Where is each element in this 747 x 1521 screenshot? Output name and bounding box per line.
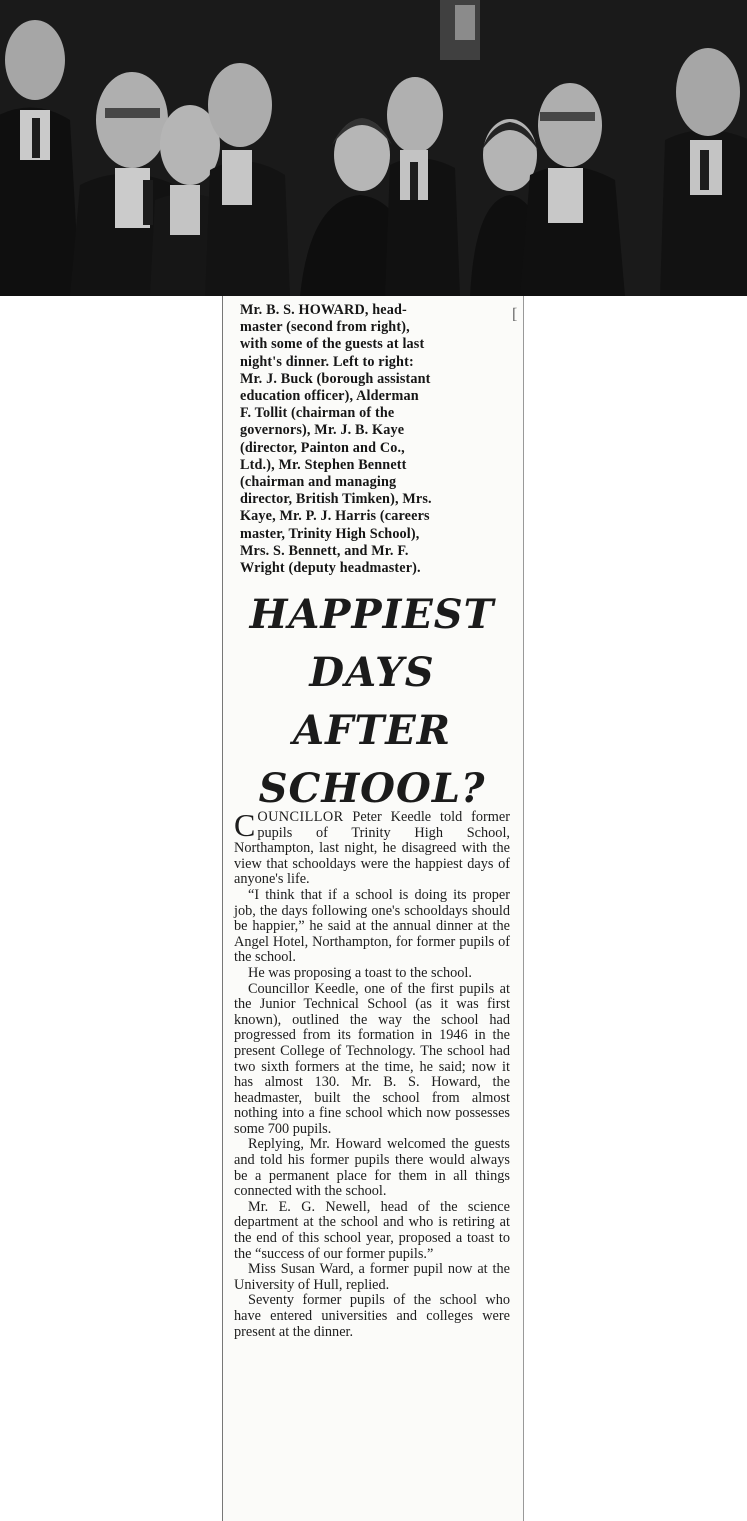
headline-line-4: SCHOOL? — [258, 765, 486, 812]
headline — [226, 586, 518, 818]
article-paragraph: Councillor Keedle, one of the first pupils at the Junior Technical School (as it was first known), outlined the way the school had progressed from its formation in 1946 in the present College of Technology. The school had two sixth formers at the time, he said; now it has almost 130. Mr. B. S. Howard, the headmaster, built the school from almost nothing into a fine school which now possesses some 700 pupils. — [234, 980, 510, 1137]
lead-caps: OUNCILLOR — [257, 809, 344, 825]
article-paragraph: Miss Susan Ward, a former pupil now at the University of Hull, replied. — [234, 1261, 510, 1293]
lead-text: Peter Keedle told former pupils of Trinity High School, Northampton, last night, he disagreed with the view that schooldays were the happiest days of anyone's life. — [234, 809, 510, 888]
article-paragraph: Replying, Mr. Howard welcomed the guests and told his former pupils there would always be a permanent place for them in all things connected with the school. — [234, 1136, 510, 1200]
headline-line-2: DAYS — [309, 649, 435, 696]
article-paragraph: Mr. E. G. Newell, head of the science department at the school and who is retiring at the end of this school year, proposed a toast to the “success of our former pupils.” — [234, 1198, 510, 1262]
article-paragraph: Seventy former pupils of the school who have entered universities and colleges were present at the dinner. — [234, 1292, 510, 1340]
group-photograph — [0, 0, 747, 296]
drop-cap: C — [234, 807, 256, 843]
headline-line-3: AFTER — [293, 707, 451, 754]
headline-line-1: HAPPIEST — [249, 591, 495, 638]
article-paragraph: He was proposing a toast to the school. — [248, 964, 472, 981]
article-body — [234, 807, 510, 1340]
photo-caption: Mr. B. S. HOWARD, head- master (second from right), with some of the guests at last night's dinner. Left to right: Mr. J. Buck (borough assistant education officer), Alderman F. Tollit (chairman of the governors), Mr. J. B. Kaye (director, Painton and Co., Ltd.), Mr. Stephen Bennett (chairman and managing director, British Timken), Mrs. Kaye, Mr. P. J. Harris (careers master, Trinity High School), Mrs. S. Bennett, and Mr. F. Wright (deputy headmaster). — [240, 302, 432, 577]
corner-mark: [ — [512, 306, 518, 323]
article-paragraph: “I think that if a school is doing its proper job, the days following one's schooldays should be happier,” he said at the annual dinner at the Angel Hotel, Northampton, for former pupils of the school. — [234, 886, 510, 966]
article-paragraph — [234, 807, 510, 888]
